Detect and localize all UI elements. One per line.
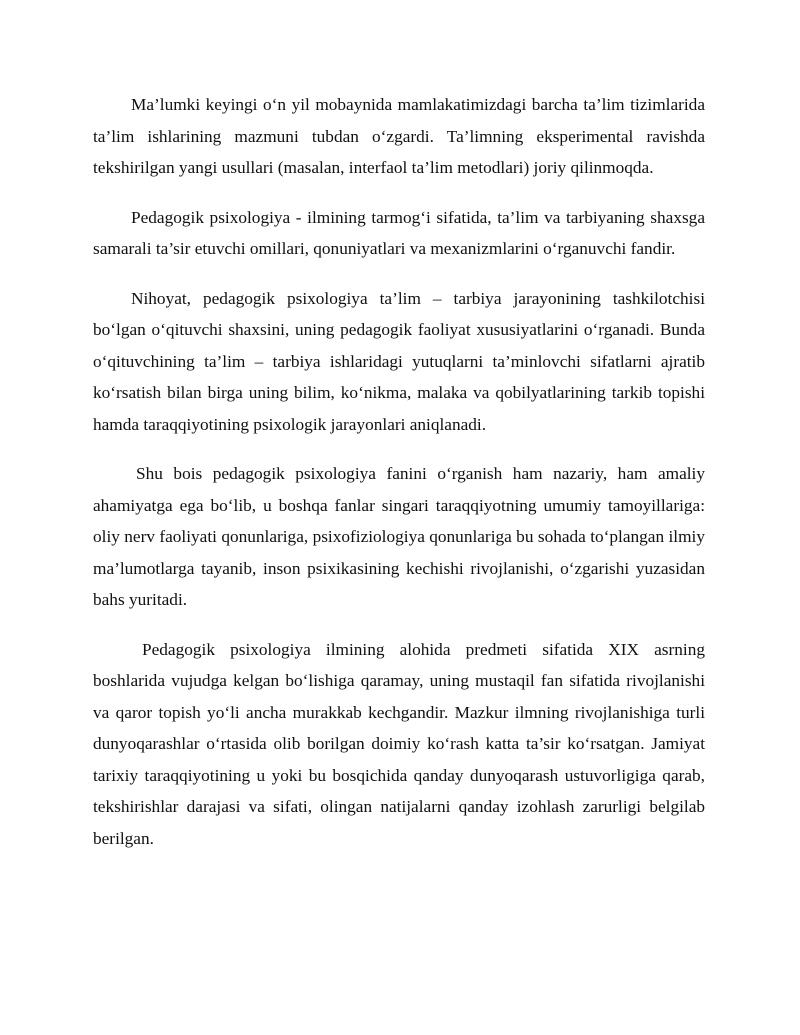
paragraph-2: Pedagogik psixologiya - ilmining tarmog‘i sifatida, ta’lim va tarbiyaning shaxsga samarali ta’sir etuvchi omillari, qonuniyatlari va mexanizmlarini o‘rganuvchi fandir. [93, 207, 705, 258]
paragraph-3: Nihoyat, pedagogik psixologiya ta’lim – tarbiya jarayonining tashkilotchisi bo‘lgan o‘qituvchi shaxsini, uning pedagogik faoliyat xususiyatlarini o‘rganadi. Bunda o‘qituvchining ta’lim – tarbiya ishlaridagi yutuqlarni ta’minlovchi sifatlarni ajratib ko‘rsatish bilan birga uning bilim, ko‘nikma, malaka va qobilyatlarining tarkib topishi hamda taraqqiyotining psixologik jarayonlari aniqlanadi. [93, 288, 705, 434]
paragraph-4: Shu bois pedagogik psixologiya fanini o‘rganish ham nazariy, ham amaliy ahamiyatga ega bo‘lib, u boshqa fanlar singari taraqqiyotning umumiy tamoyillariga: oliy nerv faoliyati qonunlariga, psixofiziologiya qonunlariga bu sohada to‘plangan ilmiy ma’lumotlarga tayanib, inson psixikasining kechishi rivojlanishi, o‘zgarishi yuzasidan bahs yuritadi. [93, 464, 705, 609]
document-body [93, 89, 705, 872]
paragraph-1: Ma’lumki keyingi o‘n yil mobaynida mamlakatimizdagi barcha ta’lim tizimlarida ta’lim ishlarining mazmuni tubdan o‘zgardi. Ta’limning eksperimental ravishda tekshirilgan yangi usullari (masalan, interfaol ta’lim metodlari) joriy qilinmoqda. [93, 95, 705, 177]
paragraph-5: Pedagogik psixologiya ilmining alohida predmeti sifatida XIX asrning boshlarida vujudga kelgan bo‘lishiga qaramay, uning mustaqil fan sifatida rivojlanishi va qaror topish yo‘li ancha murakkab kechgandir. Mazkur ilmning rivojlanishiga turli dunyoqarashlar o‘rtasida olib borilgan doimiy ko‘rash katta ta’sir ko‘rsatgan. Jamiyat tarixiy taraqqiyotining u yoki bu bosqichida qanday dunyoqarash ustuvorligiga qarab, tekshirishlar darajasi va sifati, olingan natijalarni qanday izohlash zarurligi belgilab berilgan. [93, 639, 705, 848]
